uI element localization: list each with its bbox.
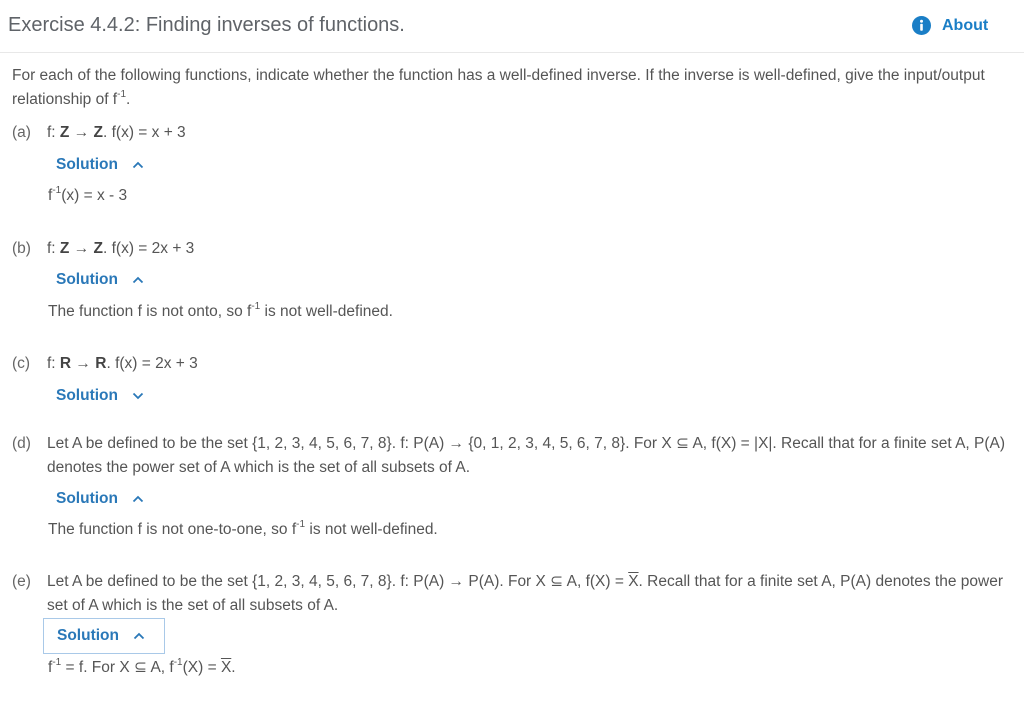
- solution-answer-d: [48, 518, 438, 542]
- solution-toggle-c[interactable]: [43, 378, 157, 414]
- statement-complement: $\overline{X}$: [628, 573, 639, 590]
- statement-arrow: →: [69, 240, 94, 257]
- part-label: (b): [12, 240, 31, 257]
- solution-label: Solution: [56, 490, 118, 507]
- solution-label: Solution: [56, 271, 118, 288]
- answer-sup: -1: [52, 184, 62, 196]
- statement-prefix: f:: [47, 124, 60, 141]
- part-statement: [47, 121, 1007, 145]
- solution-toggle-a[interactable]: [43, 147, 157, 183]
- part-label: (a): [12, 124, 31, 141]
- solution-label: Solution: [56, 156, 118, 173]
- chevron-up-icon: [133, 632, 145, 640]
- answer-pre: f: [48, 187, 53, 204]
- about-label: About: [942, 16, 989, 34]
- statement-domain: Z: [59, 124, 70, 141]
- instructions-text: For each of the following functions, indicate whether the function has a well-defined inverse. If the inverse is well-defined, give the input/output relationship of f: [12, 67, 985, 108]
- answer-complement: $\overline{X}$: [220, 659, 232, 676]
- statement-rest: . f(x) = 2x + 3: [102, 240, 195, 257]
- answer-post: (X) =: [182, 659, 221, 676]
- part-statement: [47, 570, 1007, 618]
- solution-answer-b: [48, 300, 393, 324]
- chevron-up-icon: [132, 495, 144, 503]
- exercise-header: [0, 0, 1024, 52]
- solution-toggle-b[interactable]: [43, 262, 157, 298]
- answer-pre: f: [48, 659, 53, 676]
- header-divider: [0, 52, 1024, 53]
- statement-rest: . f(x) = x + 3: [102, 124, 186, 141]
- answer-pre: The function f is not onto, so f: [48, 303, 252, 320]
- solution-toggle-d[interactable]: [43, 481, 157, 517]
- statement-arrow: →: [69, 124, 94, 141]
- answer-sup: -1: [52, 656, 62, 668]
- answer-mid: = f. For X ⊆ A, f: [61, 659, 174, 676]
- part-label: (d): [12, 435, 31, 452]
- statement-post: . Recall that for a finite set A, P(A) denotes the power set of A which is the set of all subsets of A.: [47, 573, 1003, 614]
- chevron-up-icon: [132, 161, 144, 169]
- answer-post: (x) = x - 3: [61, 187, 128, 204]
- statement-prefix: f:: [47, 355, 60, 372]
- statement-domain: R: [59, 355, 72, 372]
- statement-domain: Z: [59, 240, 70, 257]
- statement-codomain: Z: [93, 124, 103, 141]
- solution-label: Solution: [57, 627, 119, 644]
- instructions: [12, 64, 992, 112]
- page-title: Exercise 4.4.2: Finding inverses of functions.: [8, 14, 405, 36]
- answer-pre: The function f is not one-to-one, so f: [48, 521, 297, 538]
- answer-post: is not well-defined.: [260, 303, 393, 320]
- statement-arrow: →: [71, 355, 96, 372]
- statement-rest: . f(x) = 2x + 3: [106, 355, 198, 372]
- part-label: (c): [12, 355, 31, 372]
- answer-sup: -1: [251, 300, 261, 312]
- statement-prefix: f:: [47, 240, 60, 257]
- solution-toggle-e[interactable]: [43, 618, 165, 654]
- statement-codomain: R: [95, 355, 107, 372]
- answer-sup: -1: [296, 518, 306, 530]
- instructions-sup: -1: [117, 88, 127, 100]
- part-label: (e): [12, 573, 31, 590]
- answer-post: is not well-defined.: [305, 521, 438, 538]
- part-statement: [47, 352, 1007, 376]
- part-statement: Let A be defined to be the set {1, 2, 3, 4, 5, 6, 7, 8}. f: P(A) → {0, 1, 2, 3, 4, 5, 6, 7, 8}. For X ⊆ A, f(X) = |X|. Recall that for a finite set A, P(A) denotes the power set of A which is the set of all subsets of A.: [47, 435, 1006, 476]
- chevron-up-icon: [132, 276, 144, 284]
- info-icon: [912, 16, 931, 35]
- answer-sup2: -1: [173, 656, 183, 668]
- answer-tail: .: [231, 659, 236, 676]
- statement-pre: Let A be defined to be the set {1, 2, 3, 4, 5, 6, 7, 8}. f: P(A) → P(A). For X ⊆ A, f(X) =: [47, 573, 629, 590]
- instructions-tail: .: [126, 91, 131, 108]
- solution-answer-e: [48, 656, 236, 680]
- chevron-down-icon: [132, 392, 144, 400]
- solution-label: Solution: [56, 387, 118, 404]
- solution-answer-a: [48, 184, 127, 208]
- statement-codomain: Z: [93, 240, 103, 257]
- part-statement: [47, 237, 1007, 261]
- about-button[interactable]: [912, 16, 988, 35]
